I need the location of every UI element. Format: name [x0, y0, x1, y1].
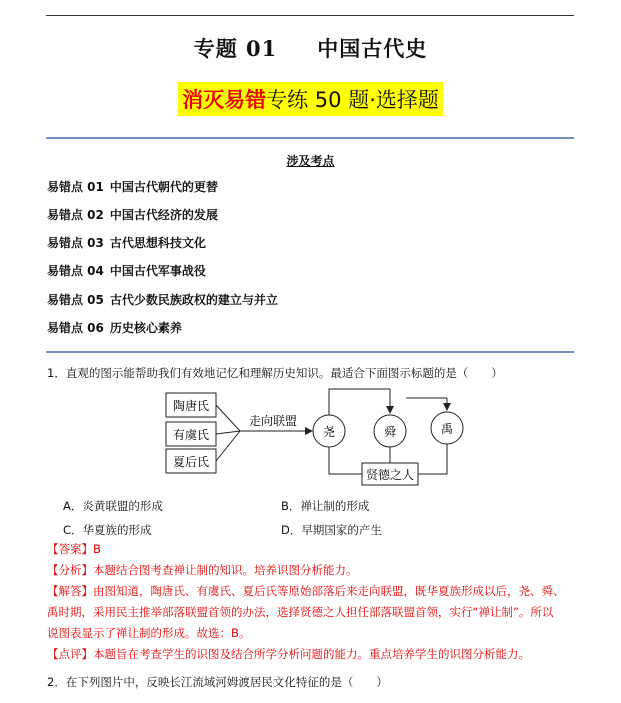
- comment-line: 【点评】本题旨在考查学生的识图及结合所学分析问题的能力。重点培养学生的识图分析能力。: [47, 647, 530, 661]
- leader-label-2: 舜: [383, 425, 397, 439]
- point-item: [47, 262, 206, 279]
- explanation-line: 禹时期，采用民主推举部落联盟首领的办法，选择贤德之人担任部落联盟首领，实行“禅让制”。所以: [47, 605, 554, 619]
- link-yao-box: [329, 447, 362, 474]
- option-c[interactable]: C．华夏族的形成: [63, 523, 152, 537]
- subtitle-black-text: 专练 50 题·选择题: [266, 88, 439, 112]
- question-1-stem: 1．直观的图示能帮助我们有效地记忆和理解历史知识。最适合下面图示标题的是（ ）: [47, 366, 503, 380]
- point-item: [47, 234, 206, 251]
- section-divider-top: [46, 137, 574, 139]
- title-subject: 中国古代史: [317, 36, 428, 61]
- tribe-label-2: 有虞氏: [172, 428, 210, 442]
- converge-line-1: [216, 405, 240, 431]
- point-label: 易错点 03: [47, 236, 104, 250]
- page-title: [0, 33, 621, 63]
- point-text: 中国古代经济的发展: [109, 208, 218, 222]
- point-item: [47, 178, 218, 195]
- point-text: 中国古代军事战役: [109, 264, 206, 278]
- link-yu-box: [418, 444, 447, 474]
- converge-line-2: [216, 431, 240, 434]
- subtitle-banner: [0, 82, 621, 116]
- option-b[interactable]: B．禅让制的形成: [281, 499, 370, 513]
- explanation-line: 【解答】由图知道，陶唐氏、有虞氏、夏后氏等原始部落后来走向联盟，既华夏族形成以后，尧、舜、: [47, 584, 565, 598]
- point-label: 易错点 05: [47, 293, 104, 307]
- point-label: 易错点 06: [47, 321, 104, 335]
- point-text: 古代思想科技文化: [109, 236, 206, 250]
- point-label: 易错点 01: [47, 180, 104, 194]
- title-topic: 专题 01: [193, 36, 278, 61]
- leader-label-1: 尧: [322, 425, 336, 439]
- answer-line: 【答案】B: [47, 542, 101, 556]
- top-rule: [46, 15, 574, 16]
- section-divider-bottom: [46, 351, 574, 353]
- virtue-label: 贤德之人: [365, 468, 415, 482]
- analysis-line: 【分析】本题结合图考查禅让制的知识。培养识图分析能力。: [47, 563, 358, 577]
- point-text: 古代少数民族政权的建立与并立: [109, 293, 278, 307]
- explanation-line: 说图表显示了禅让制的形成。故选：B。: [47, 626, 251, 640]
- question-2-stem: 2．在下列图片中，反映长江流域河姆渡居民文化特征的是（ ）: [47, 675, 388, 689]
- subtitle-red-text: 消灭易错: [182, 88, 267, 112]
- point-label: 易错点 04: [47, 264, 104, 278]
- point-label: 易错点 02: [47, 208, 104, 222]
- converge-line-3: [216, 431, 240, 461]
- option-a[interactable]: A．炎黄联盟的形成: [63, 499, 163, 513]
- option-d[interactable]: D．早期国家的产生: [281, 523, 382, 537]
- section-title: 涉及考点: [286, 154, 335, 168]
- point-text: 历史核心素养: [109, 321, 182, 335]
- answer-block: [47, 539, 577, 665]
- point-item: [47, 291, 278, 308]
- diagram: [150, 384, 480, 488]
- point-item: [47, 319, 182, 336]
- tribe-label-1: 陶唐氏: [172, 399, 210, 413]
- point-text: 中国古代朝代的更替: [109, 180, 218, 194]
- subtitle-highlight: [178, 82, 443, 116]
- tribe-label-3: 夏后氏: [172, 455, 210, 469]
- flow-top-line: [329, 389, 390, 415]
- point-item: [47, 206, 218, 223]
- leader-label-3: 禹: [440, 422, 454, 436]
- arrow-label: 走向联盟: [248, 414, 298, 428]
